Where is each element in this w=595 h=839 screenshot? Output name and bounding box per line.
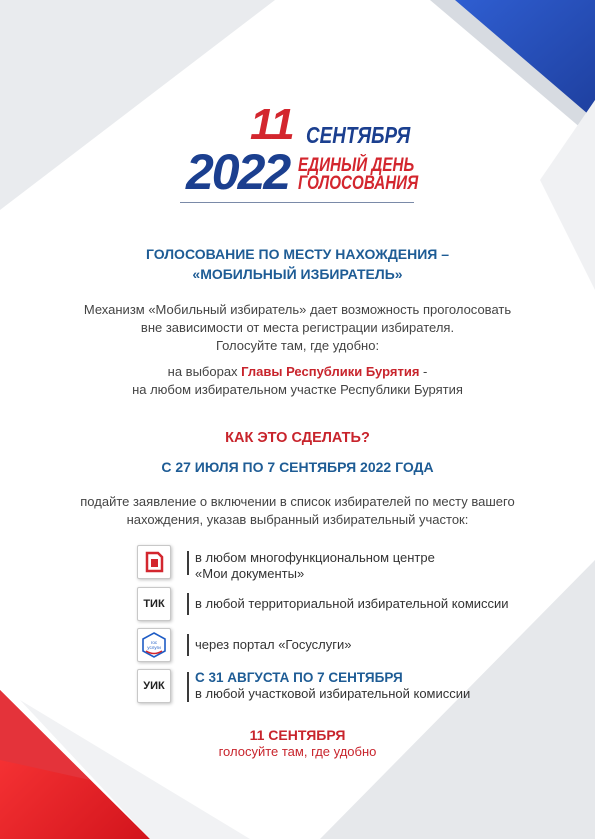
tik-icon-label: ТИК (143, 598, 165, 610)
option-mfc-text (195, 550, 555, 582)
logo-divider (180, 202, 414, 203)
intro-line2: вне зависимости от места регистрации избирателя. (140, 320, 455, 335)
logo-year: 2022 (186, 144, 290, 200)
logo-line1: ЕДИНЫЙ ДЕНЬ (298, 155, 415, 176)
election-day-logo (180, 100, 420, 210)
republic-head-highlight: Главы Республики Бурятия (241, 364, 420, 379)
how-title: КАК ЭТО СДЕЛАТЬ? (225, 430, 370, 446)
intro-line4-prefix: на выборах (167, 364, 242, 379)
how-line1: подайте заявление о включении в список избирателей по месту вашего (80, 494, 515, 509)
option-mfc-line1: в любом многофункциональном центре (195, 550, 435, 565)
gosuslugi-icon (137, 628, 171, 662)
uik-icon (137, 669, 171, 703)
uik-icon-label: УИК (143, 680, 165, 692)
intro-line4 (0, 364, 595, 380)
intro-line4-suffix: - (419, 364, 428, 379)
mfc-icon (137, 545, 171, 579)
option-divider (187, 672, 189, 702)
footer-date: 11 СЕНТЯБРЯ (249, 727, 346, 743)
logo-line2: ГОЛОСОВАНИЯ (298, 173, 419, 194)
option-divider (187, 634, 189, 656)
option-uik-line2: в любой участковой избирательной комиссии (195, 686, 471, 701)
heading-line2: «МОБИЛЬНЫЙ ИЗБИРАТЕЛЬ» (192, 266, 403, 282)
option-gosuslugi-text: через портал «Госуслуги» (195, 637, 352, 652)
option-tik-text: в любой территориальной избирательной комиссии (195, 596, 509, 611)
option-uik-dates: С 31 АВГУСТА ПО 7 СЕНТЯБРЯ (195, 670, 403, 685)
gosuslugi-icon-line1: гос (150, 640, 158, 645)
how-dates: С 27 ИЮЛЯ ПО 7 СЕНТЯБРЯ 2022 ГОДА (161, 459, 434, 475)
intro-line1: Механизм «Мобильный избиратель» дает возможность проголосовать (83, 302, 512, 317)
option-mfc-line2: «Мои документы» (195, 566, 305, 581)
option-divider (187, 593, 189, 615)
logo-day: 11 (250, 100, 294, 149)
logo-month: СЕНТЯБРЯ (306, 122, 411, 148)
option-divider (187, 551, 189, 575)
tik-icon (137, 587, 171, 621)
footer-text: голосуйте там, где удобно (218, 744, 377, 759)
intro-line5: на любом избирательном участке Республики Бурятия (132, 382, 463, 397)
heading-line1: ГОЛОСОВАНИЕ ПО МЕСТУ НАХОЖДЕНИЯ – (145, 246, 450, 262)
intro-line3: Голосуйте там, где удобно: (215, 338, 380, 353)
option-uik-text (195, 670, 555, 702)
how-line2: нахождения, указав выбранный избирательный участок: (126, 512, 469, 527)
gosuslugi-icon-line2: услуги (147, 645, 161, 650)
